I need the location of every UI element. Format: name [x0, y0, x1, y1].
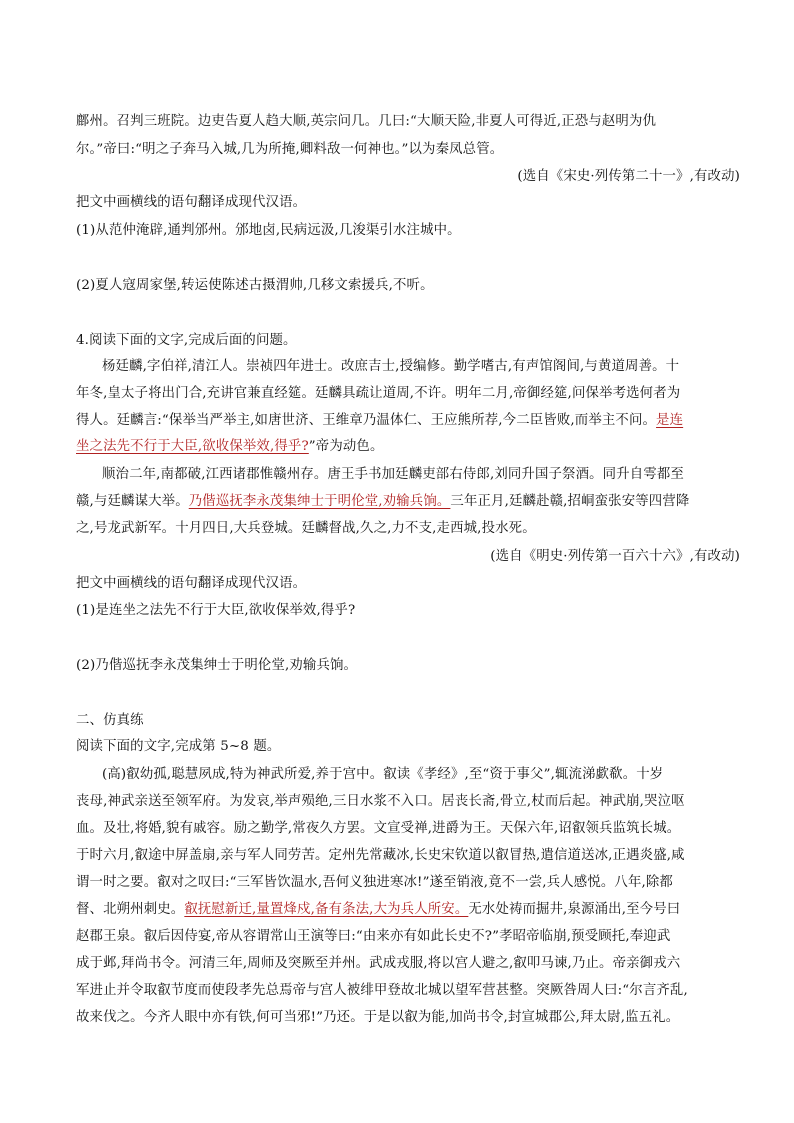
- translate-question-2-1: (1)是连坐之法先不行于大臣,欲收保举效,得乎?: [76, 603, 356, 618]
- passage-5-line-9: 军进止并令取叡节度而使段孝先总焉帝与宫人被绯甲登故北城以望军营甚整。突厥咎周人曰:“尔言齐乱,: [76, 983, 688, 998]
- source-citation-1: (选自《宋史·列传第二十一》,有改动): [517, 169, 740, 184]
- question-4-heading: 4.阅读下面的文字,完成后面的问题。: [76, 333, 297, 348]
- section-2-heading: 二、仿真练: [76, 713, 144, 728]
- translate-question-1-2: (2)夏人寇周家堡,转运使陈述古摄渭帅,几移文索援兵,不听。: [76, 278, 434, 293]
- passage-5-line-2: 丧母,神武亲送至领军府。为发哀,举声殒绝,三日水浆不入口。居丧长斋,骨立,杖而后起。神武崩,哭泣呕: [76, 794, 685, 809]
- passage-5-line-6-text-a: 督、北朔州刺史。: [76, 902, 185, 917]
- underlined-sentence-1-end: 坐之法先不行于大臣,欲收保举效,得乎?: [76, 439, 309, 454]
- passage-4-line-5: 顺治二年,南都破,江西诸郡惟赣州存。唐王手书加廷麟吏部右侍郎,刘同升国子祭酒。同升自雩都至: [102, 467, 684, 482]
- passage-5-line-7: 赵郡王泉。叡后因侍宴,帝从容谓常山王演等曰:“由来亦有如此长史不?”孝昭帝临崩,预受顾托,奉迎武: [76, 929, 671, 944]
- passage-5-line-5: 谓一时之要。叡对之叹曰:“三军皆饮温水,吾何义独进寒冰!”遂至销液,竟不一尝,兵人感悦。八年,除都: [76, 875, 673, 890]
- passage-5-line-4: 于时六月,叡途中屏盖扇,亲与军人同劳苦。定州先常藏冰,长史宋钦道以叡冒热,遣信道送冰,正遇炎盛,咸: [76, 848, 685, 863]
- passage-4-line-7: 之,号龙武新军。十月四日,大兵登城。廷麟督战,久之,力不支,走西城,投水死。: [76, 521, 536, 536]
- passage-5-line-3: 血。及壮,将婚,貌有戚容。励之勤学,常夜久方罢。文宣受禅,进爵为王。天保六年,诏叡领兵监筑长城。: [76, 821, 681, 836]
- passage-4-line-4-text: ”帝为动色。: [308, 439, 384, 454]
- translate-question-2-2: (2)乃偕巡抚李永茂集绅士于明伦堂,劝输兵饷。: [76, 658, 358, 673]
- passage-top-line-2: 尔。”帝曰:“明之子奔马入城,几为所掩,卿料敌一何神也。”以为秦凤总管。: [76, 142, 504, 157]
- translate-question-1-1: (1)从范仲淹辟,通判邠州。邠地卤,民病远汲,几浚渠引水注城中。: [76, 223, 461, 238]
- passage-4-line-4: [76, 437, 384, 457]
- translate-instruction-1: 把文中画横线的语句翻译成现代汉语。: [76, 195, 307, 210]
- passage-5-line-1: (高)叡幼孤,聪慧夙成,特为神武所爱,养于宫中。叡读《孝经》,至“资于事父”,辄流涕歔欷。十岁: [102, 767, 664, 782]
- passage-5-line-6: [76, 900, 680, 920]
- source-citation-2: (选自《明史·列传第一百六十六》,有改动): [490, 549, 740, 564]
- passage-4-line-6-text-b: 三年正月,廷麟赴赣,招峒蛮张安等四营降: [450, 494, 690, 509]
- underlined-sentence-3: 叡抚慰新迁,量置烽戍,备有条法,大为兵人所安。: [184, 902, 469, 917]
- underlined-sentence-1-start: 是连: [656, 413, 684, 428]
- translate-instruction-2: 把文中画横线的语句翻译成现代汉语。: [76, 576, 307, 591]
- passage-4-line-3: [76, 411, 683, 431]
- passage-4-line-2: 年冬,皇太子将出门合,充讲官兼直经筵。廷麟具疏让道周,不许。明年二月,帝御经筵,问保举考选何者为: [76, 386, 681, 401]
- passage-5-line-6-text-b: 无水处祷而掘井,泉源涌出,至今号曰: [468, 902, 681, 917]
- passage-4-line-3-text: 得人。廷麟言:“保举当严举主,如唐世济、王维章乃温体仁、王应熊所荐,今二臣皆败,而举主不问。: [76, 413, 657, 428]
- section-2-instruction: 阅读下面的文字,完成第 5~8 题。: [76, 739, 281, 754]
- passage-5-line-10: 故来伐之。今齐人眼中亦有铁,何可当邪!”乃还。于是以叡为能,加尚书令,封宣城郡公,拜太尉,监五礼。: [76, 1010, 680, 1025]
- passage-4-line-6: [76, 492, 689, 512]
- passage-4-line-1: 杨廷麟,字伯祥,清江人。崇祯四年进士。改庶吉士,授编修。勤学嗜古,有声馆阁间,与黄道周善。十: [102, 359, 680, 374]
- passage-4-line-6-text-a: 赣,与廷麟谋大举。: [76, 494, 189, 509]
- passage-5-line-8: 成于邺,拜尚书令。河清三年,周师及突厥至并州。武成戎服,将以宫人避之,叡叩马谏,乃止。帝亲御戎六: [76, 956, 681, 971]
- underlined-sentence-2: 乃偕巡抚李永茂集绅士于明伦堂,劝输兵饷。: [188, 494, 451, 509]
- passage-top-line-1: 鄜州。召判三班院。边吏告夏人趋大顺,英宗问几。几曰:“大顺天险,非夏人可得近,正恐与赵明为仇: [76, 114, 657, 129]
